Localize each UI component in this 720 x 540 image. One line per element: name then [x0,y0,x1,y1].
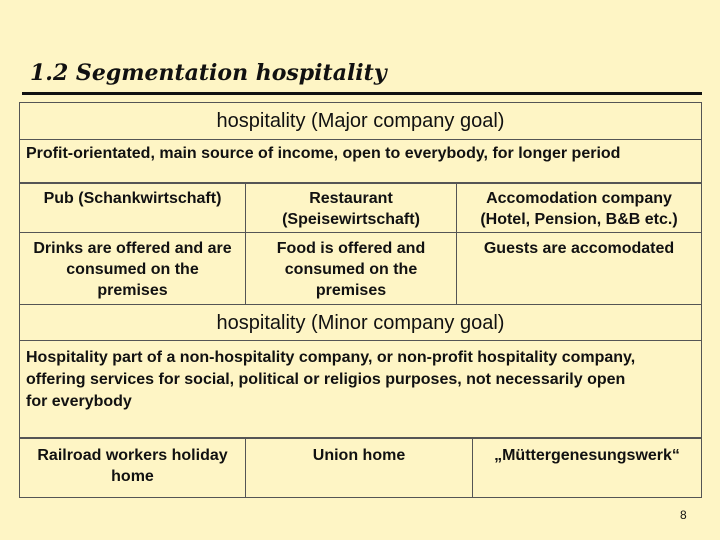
detail-restaurant: Food is offered and consumed on the premises [245,232,457,305]
type-restaurant: Restaurant (Speisewirtschaft) [245,183,457,233]
example-muettergenesungswerk: „Müttergenesungswerk“ [472,438,702,498]
detail-pub: Drinks are offered and are consumed on the premises [19,232,246,305]
major-goal-heading: hospitality (Major company goal) [19,102,702,141]
page-number: 8 [680,508,687,522]
title-underline [22,92,702,95]
detail-accommodation: Guests are accomodated [456,232,702,305]
example-railroad-home: Railroad workers holiday home [19,438,246,498]
minor-goal-heading: hospitality (Minor company goal) [19,304,702,342]
minor-goal-description: Hospitality part of a non-hospitality company, or non-profit hospitality company, offering services for social, political or religios purposes, not necessarily open for everybody [19,340,702,438]
type-accommodation: Accomodation company (Hotel, Pension, B&B etc.) [456,183,702,233]
type-pub: Pub (Schankwirtschaft) [19,183,246,233]
major-goal-description: Profit-orientated, main source of income, open to everybody, for longer period [19,139,702,183]
example-union-home: Union home [245,438,473,498]
slide-title: 1.2 Segmentation hospitality [30,60,387,86]
